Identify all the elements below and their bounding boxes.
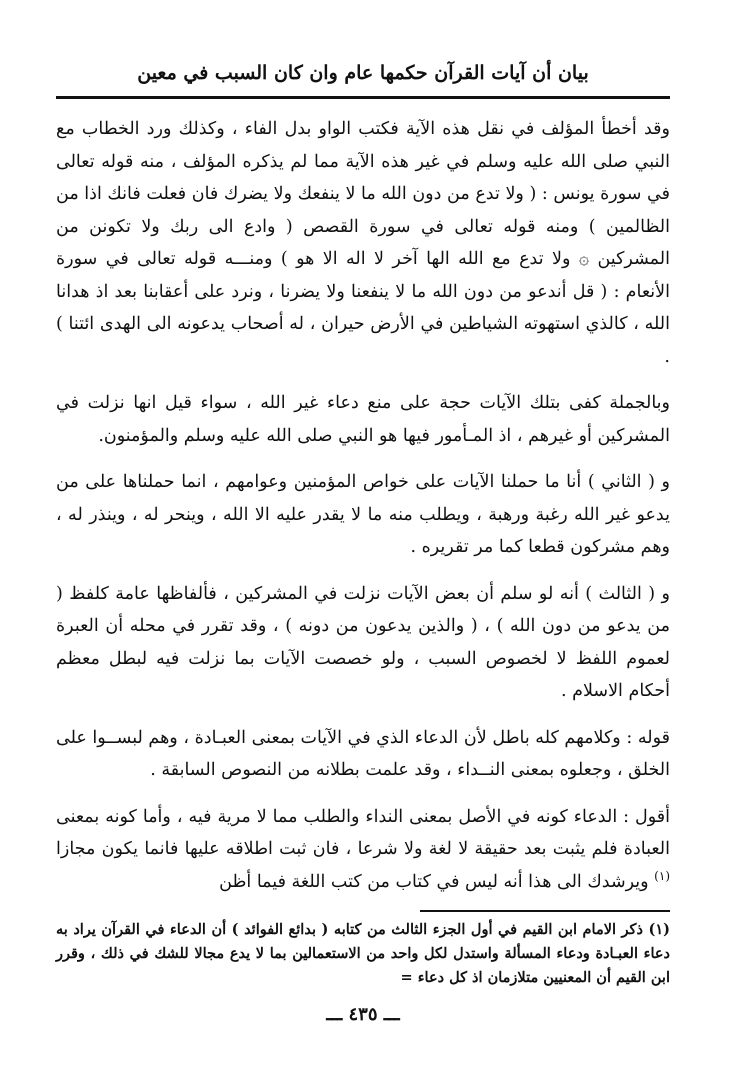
- paragraph: و ( الثاني ) أنا ما حملنا الآيات على خواص المؤمنين وعوامهم ، انما حملناها على من يدعو غير الله رغبة ورهبة ، ويطلب منه ما لا يقدر عليه الا الله ، وينحر له ، وينذر له ، وهم مشركون قطعا كما مر تقريره .: [56, 472, 670, 557]
- paragraph: وبالجملة كفى بتلك الآيات حجة على منع دعاء غير الله ، سواء قيل انها نزلت في المشركين أو غيرهم ، اذ المـأمور فيها هو النبي صلى الله عليه وسلم والمؤمنون.: [56, 393, 670, 446]
- paragraph: [56, 801, 670, 899]
- paragraph-text: أقول : الدعاء كونه في الأصل بمعنى النداء والطلب مما لا مرية فيه ، وأما كونه بمعنى العبادة فلم يثبت بعد حقيقة لا لغة ولا شرعا ، فان ثبت اطلاقه عليها فانما يكون مجازا: [56, 806, 670, 859]
- paragraph: قوله : وكلامهم كله باطل لأن الدعاء الذي في الآيات بمعنى العبـادة ، وهم لبســوا على الخلق ، وجعلوه بمعنى النــداء ، وقد علمت بطلانه من النصوص السابقة .: [56, 727, 670, 780]
- paragraph-text: ويرشدك الى هذا أنه ليس في كتاب من كتب اللغة فيما أظن: [219, 871, 649, 892]
- paragraph: و ( الثالث ) أنه لو سلم أن بعض الآيات نزلت في المشركين ، فألفاظها عامة كلفظ ( من يدعو من دون الله ) ، ( والذين يدعون من دونه ) ، وقد تقرر في محله أن العبرة لعموم اللفظ لا لخصوص السبب ، ولو خصصت الآيات بما نزلت فيه لبطل معظم أحكام الاسلام .: [56, 583, 670, 701]
- page-number: ـــ ٤٣٥ ـــ: [326, 1004, 400, 1025]
- footnote: (١) ذكر الامام ابن القيم في أول الجزء الثالث من كتابه ( بدائع الفوائد ) أن الدعاء في القرآن يراد به دعاء العبـادة ودعاء المسألة واستدل لكل واحد من الاستعمالين بما لا يدع مجالا للشك في ذلك ، وقرر ابن القيم أن المعنيين متلازمان اذ كل دعاء =: [56, 921, 670, 986]
- body-text: [56, 113, 670, 898]
- header-rule: [56, 96, 670, 99]
- footnote-marker[interactable]: (١): [654, 868, 670, 883]
- book-page: [56, 58, 670, 1025]
- running-header: بيان أن آيات القرآن حكمها عام وان كان السبب في معين: [137, 62, 589, 84]
- paragraph: وقد أخطأ المؤلف في نقل هذه الآية فكتب الواو بدل الفاء ، وكذلك ورد الخطاب مع النبي صلى الله عليه وسلم في غير هذه الآية مما لم يذكره المؤلف ، منه قوله تعالى في سورة يونس : ( ولا تدع من دون الله ما لا ينفعك ولا يضرك فان فعلت فانك اذا من الظالمين ) ومنه قوله تعالى في سورة القصص ( وادع الى ربك ولا تكونن من المشركين ۞ ولا تدع مع الله الها آخر لا اله الا هو ) ومنـــه قوله تعالى في سورة الأنعام : ( قل أندعو من دون الله ما لا ينفعنا ولا يضرنا ، ونرد على أعقابنا بعد اذ هدانا الله ، كالذي استهوته الشياطين في الأرض حيران ، له أصحاب يدعونه الى الهدى ائتنا ) .: [56, 119, 670, 367]
- footnote-rule: [420, 910, 670, 912]
